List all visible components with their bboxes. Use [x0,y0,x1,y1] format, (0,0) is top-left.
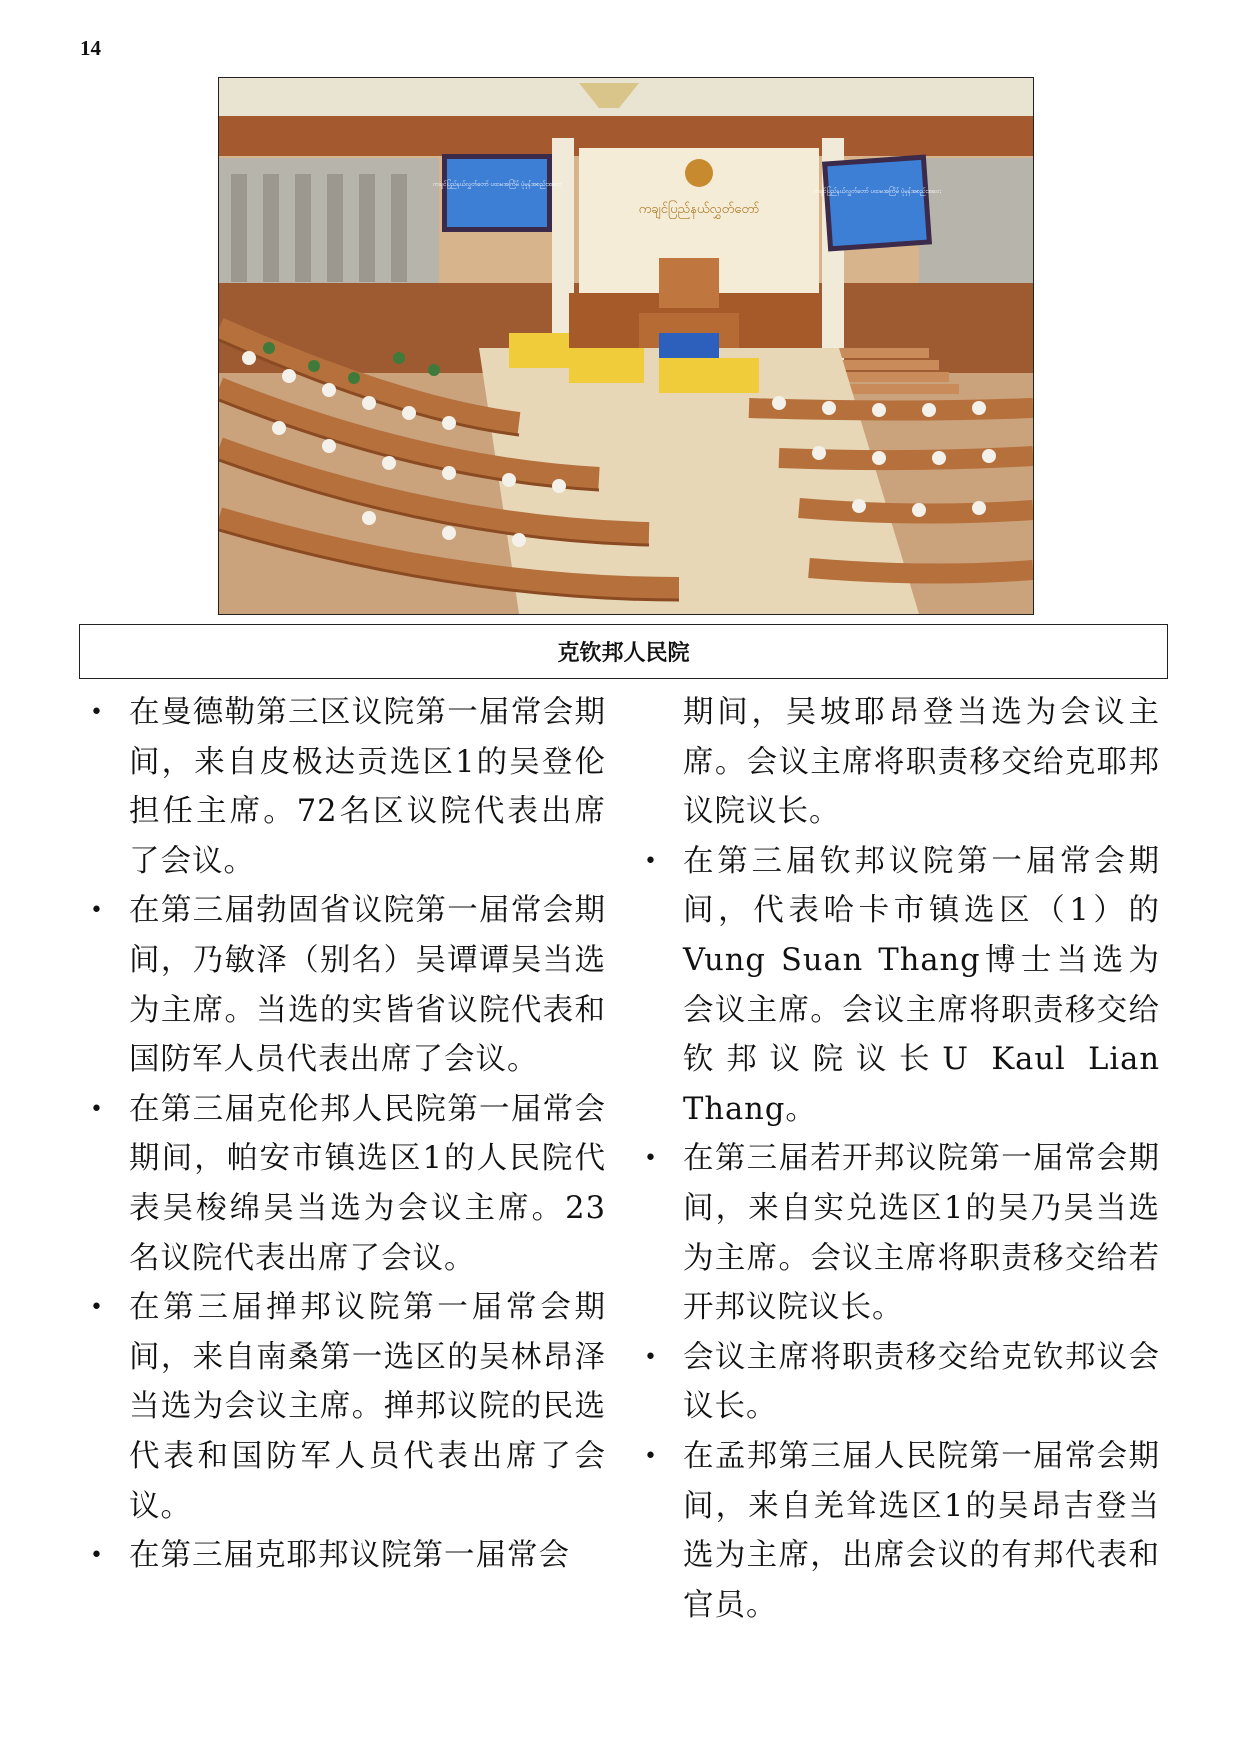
list-item: • 会议主席将职责移交给克钦邦议会议长。 [640,1333,1160,1432]
list-item: • 在第三届克伦邦人民院第一届常会期间，帕安市镇选区1的人民院代表吴梭绵吴当选为会议主席。23名议院代表出席了会议。 [86,1085,606,1283]
list-item: • 在第三届克耶邦议院第一届常会 [86,1531,606,1581]
photo-screen-left-text: ကချင်ပြည်နယ်လွှတ်တော် ပထမအကြိမ် ပုံမှန်အစည်းအဝေး [433,181,561,188]
parliament-photo [218,77,1034,615]
list-item: • 在第三届掸邦议院第一届常会期间，来自南桑第一选区的吴林昂泽当选为会议主席。掸邦议院的民选代表和国防军人员代表出席了会议。 [86,1283,606,1531]
left-column [86,688,606,1581]
photo-banner-text: ကချင်ပြည်နယ်လွှတ်တော် [638,202,760,217]
list-item: • 在第三届若开邦议院第一届常会期间，来自实兑选区1的吴乃吴当选为主席。会议主席将职责移交给若开邦议院议长。 [640,1134,1160,1332]
list-item: • 在第三届钦邦议院第一届常会期间，代表哈卡市镇选区（1）的Vung Suan Thang博士当选为会议主席。会议主席将职责移交给钦邦议院议长U Kaul Lian Thang。 [640,837,1160,1135]
list-item: • 在孟邦第三届人民院第一届常会期间，来自羌耸选区1的吴昂吉登当选为主席，出席会议的有邦代表和官员。 [640,1432,1160,1630]
list-item: • 在曼德勒第三区议院第一届常会期间，来自皮极达贡选区1的吴登伦担任主席。72名区议院代表出席了会议。 [86,688,606,886]
right-column [640,688,1160,1630]
photo-caption: 克钦邦人民院 [79,624,1168,679]
photo-screen-right-text: ကချင်ပြည်နယ်လွှတ်တော် ပထမအကြိမ် ပုံမှန်အစည်းအဝေး [813,188,941,195]
list-item-continuation: 期间，吴坡耶昂登当选为会议主席。会议主席将职责移交给克耶邦议院议长。 [683,695,1160,830]
list-item: • 在第三届勃固省议院第一届常会期间，乃敏泽（别名）吴谭谭吴当选为主席。当选的实皆省议院代表和国防军人员代表出席了会议。 [86,886,606,1084]
page-number: 14 [80,36,101,60]
